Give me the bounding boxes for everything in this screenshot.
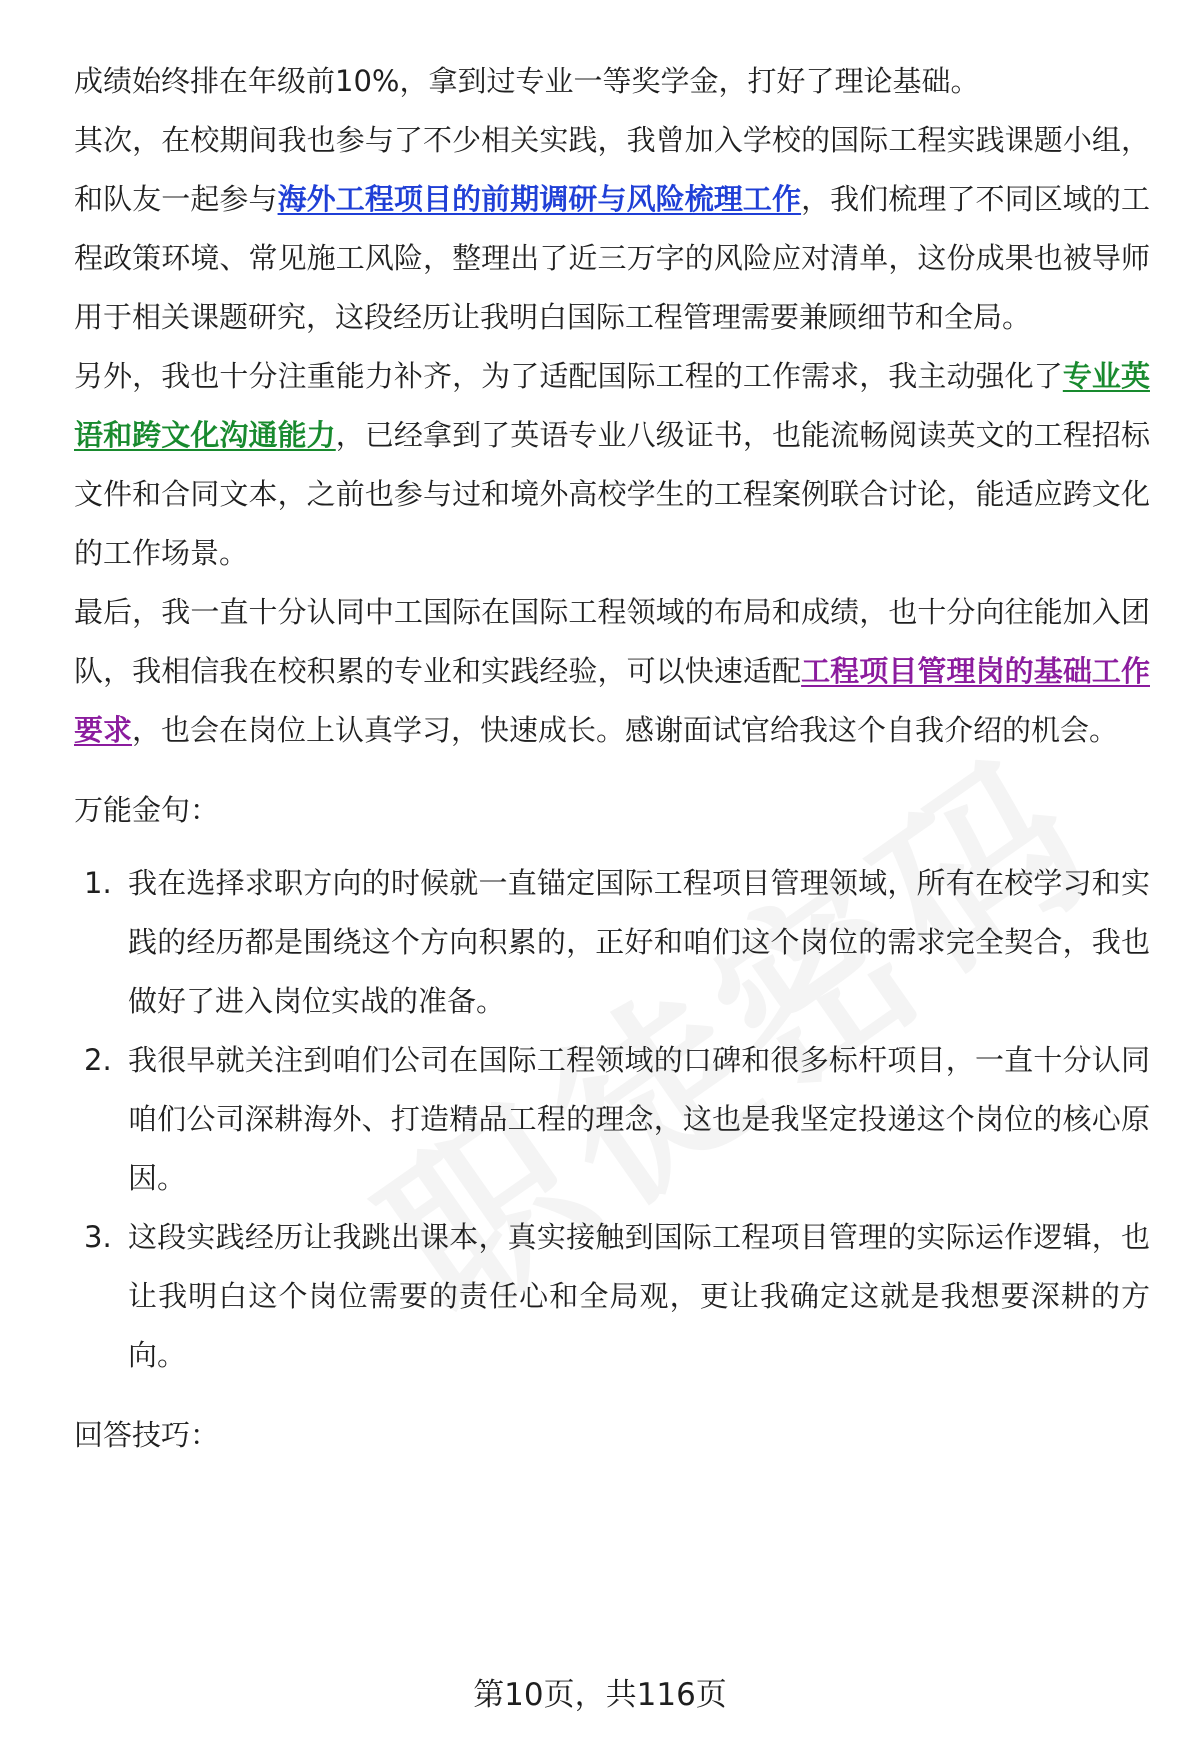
- list-item-text: 这段实践经历让我跳出课本，真实接触到国际工程项目管理的实际运作逻辑，也让我明白这个岗位需要的责任心和全局观，更让我确定这就是我想要深耕的方向。: [128, 1220, 1150, 1372]
- list-item-text: 我很早就关注到咱们公司在国际工程领域的口碑和很多标杆项目，一直十分认同咱们公司深耕海外、打造精品工程的理念，这也是我坚定投递这个岗位的核心原因。: [128, 1043, 1150, 1195]
- paragraph-closing-text-after: ，也会在岗位上认真学习，快速成长。感谢面试官给我这个自我介绍的机会。: [132, 713, 1119, 747]
- paragraph-grades: 成绩始终排在年级前10%，拿到过专业一等奖学金，打好了理论基础。: [74, 64, 980, 98]
- list-item: [74, 854, 1150, 1031]
- list-item-number: 2.: [84, 1043, 112, 1077]
- golden-sentences-heading: 万能金句：: [74, 793, 220, 827]
- page-footer: 第10页，共116页: [473, 1677, 727, 1713]
- document-body: [74, 52, 1150, 1465]
- list-item: [74, 1031, 1150, 1208]
- paragraph-skills: [74, 347, 1150, 583]
- list-item-number: 1.: [84, 866, 112, 900]
- paragraph-practice-text-after: ，我们梳理了不同区域的工程政策环境、常见施工风险，整理出了近三万字的风险应对清单，这份成果也被导师用于相关课题研究，这段经历让我明白国际工程管理需要兼顾细节和全局。: [74, 182, 1150, 334]
- paragraph-skills-text-after: ，已经拿到了英语专业八级证书，也能流畅阅读英文的工程招标文件和合同文本，之前也参与过和境外高校学生的工程案例联合讨论，能适应跨文化的工作场景。: [74, 418, 1150, 570]
- paragraph-practice: [74, 111, 1150, 347]
- golden-sentences-list: [74, 854, 1150, 1385]
- highlight-english-communication: 专业英语和跨文化沟通能力: [74, 359, 1150, 452]
- paragraph-closing-text-before: 最后，我一直十分认同中工国际在国际工程领域的布局和成绩，也十分向往能加入团队，我相信我在校积累的专业和实践经验，可以快速适配: [74, 595, 1150, 688]
- list-item-text: 我在选择求职方向的时候就一直锚定国际工程项目管理领域，所有在校学习和实践的经历都是围绕这个方向积累的，正好和咱们这个岗位的需求完全契合，我也做好了进入岗位实战的准备。: [128, 866, 1150, 1018]
- paragraph-practice-text-before: 其次，在校期间我也参与了不少相关实践，我曾加入学校的国际工程实践课题小组，和队友一起参与: [74, 123, 1150, 216]
- list-item: [74, 1208, 1150, 1385]
- highlight-job-requirements: 工程项目管理岗的基础工作要求: [74, 654, 1150, 747]
- answer-tips-heading: 回答技巧：: [74, 1418, 220, 1452]
- list-item-number: 3.: [84, 1220, 112, 1254]
- paragraph-closing: [74, 583, 1150, 760]
- highlight-overseas-research: 海外工程项目的前期调研与风险梳理工作: [277, 182, 802, 216]
- paragraph-skills-text-before: 另外，我也十分注重能力补齐，为了适配国际工程的工作需求，我主动强化了: [74, 359, 1063, 393]
